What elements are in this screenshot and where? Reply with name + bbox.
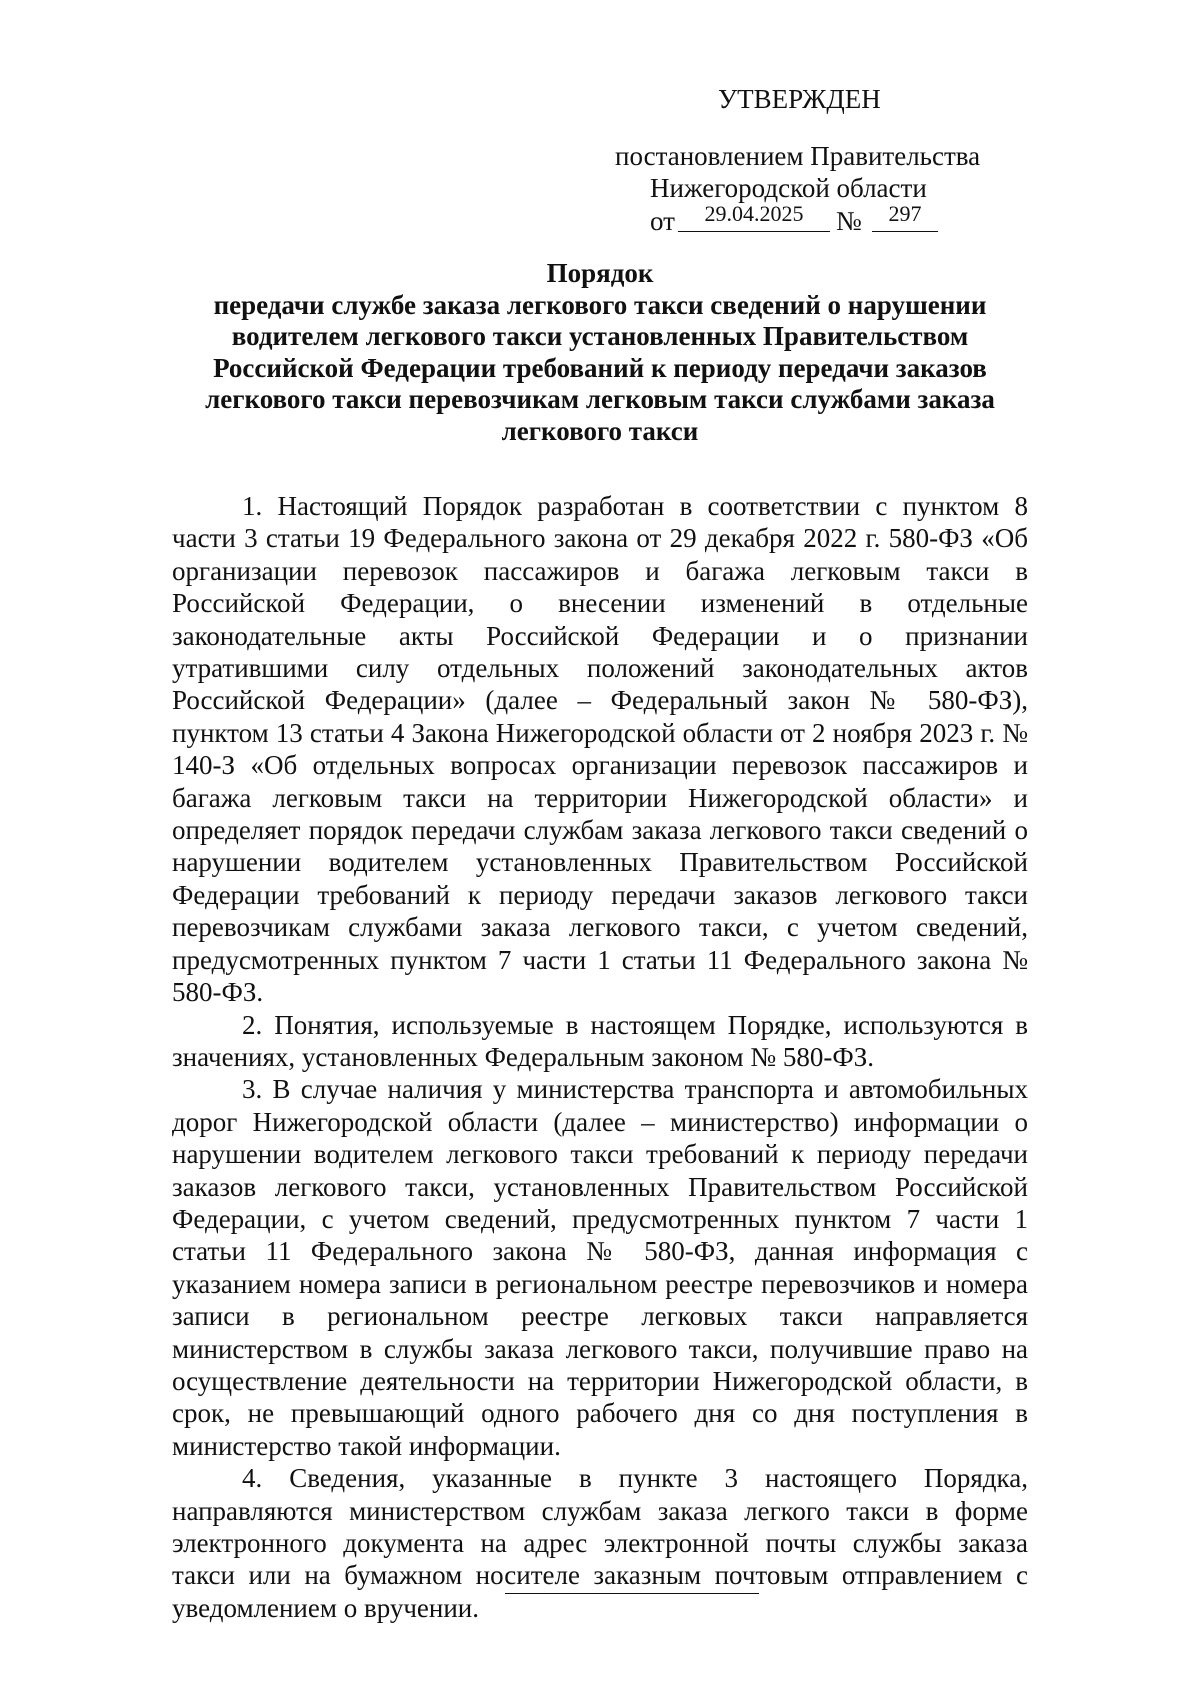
date-prefix: от — [650, 206, 675, 236]
approval-number: 297 — [872, 199, 938, 232]
approval-issuer-line2: Нижегородской области — [650, 173, 927, 203]
approved-label: УТВЕРЖДЕН — [718, 84, 881, 114]
number-prefix: № — [836, 206, 862, 236]
approval-issuer-line1: постановлением Правительства — [615, 141, 981, 171]
title-line: легкового такси перевозчикам легковым такси службами заказа — [205, 384, 995, 414]
document-title — [170, 258, 1030, 447]
paragraph-2: 2. Понятия, используемые в настоящем Порядке, используются в значениях, установленных Федеральным законом № 580-ФЗ. — [172, 1009, 1028, 1072]
paragraph-3: 3. В случае наличия у министерства транспорта и автомобильных дорог Нижегородской области (далее – министерство) информации о нарушении водителем легкового такси требований к периоду передачи заказов легкового такси, установленных Правительством Российской Федерации, с учетом сведений, предусмотренных пунктом 7 части 1 статьи 11 Федерального закона № 580-ФЗ, данная информация с указанием номера записи в региональном реестре перевозчиков и номера записи в региональном реестре легковых такси направляется министерством в службы заказа легкового такси, получившие право на осуществление деятельности на территории Нижегородской области, в срок, не превышающий одного рабочего дня со дня поступления в министерство такой информации. — [172, 1074, 1028, 1461]
paragraph-4: 4. Сведения, указанные в пункте 3 настоящего Порядка, направляются министерством службам заказа легкого такси в форме электронного документа на адрес электронной почты службы заказа такси или на бумажном носителе заказным почтовым отправлением с уведомлением о вручении. — [172, 1463, 1028, 1623]
title-line: водителем легкового такси установленных Правительством — [231, 321, 969, 351]
title-line: легкового такси — [501, 415, 699, 446]
title-line: передачи службе заказа легкового такси сведений о нарушении — [213, 289, 987, 320]
paragraph-1: 1. Настоящий Порядок разработан в соответствии с пунктом 8 части 3 статьи 19 Федерального закона от 29 декабря 2022 г. 580-ФЗ «Об организации перевозок пассажиров и багажа легковым такси в Российской Федерации, о внесении изменений в отдельные законодательные акты Российской Федерации и о признании утратившими силу отдельных положений законодательных актов Российской Федерации» (далее – Федеральный закон № 580-ФЗ), пунктом 13 статьи 4 Закона Нижегородской области от 2 ноября 2023 г. № 140-З «Об отдельных вопросах организации перевозок пассажиров и багажа легковым такси на территории Нижегородской области» и определяет порядок передачи службам заказа легкового такси сведений о нарушении водителем установленных Правительством Российской Федерации требований к периоду передачи заказов легкового такси перевозчикам службами заказа легкового такси, с учетом сведений, предусмотренных пунктом 7 части 1 статьи 11 Федерального закона № 580-ФЗ. — [172, 491, 1028, 1008]
title-heading: Порядок — [546, 258, 654, 288]
document-body — [172, 490, 1028, 1624]
title-line: Российской Федерации требований к периоду передачи заказов — [213, 352, 987, 383]
approval-date: 29.04.2025 — [678, 199, 830, 232]
end-of-document-rule — [505, 1593, 759, 1594]
